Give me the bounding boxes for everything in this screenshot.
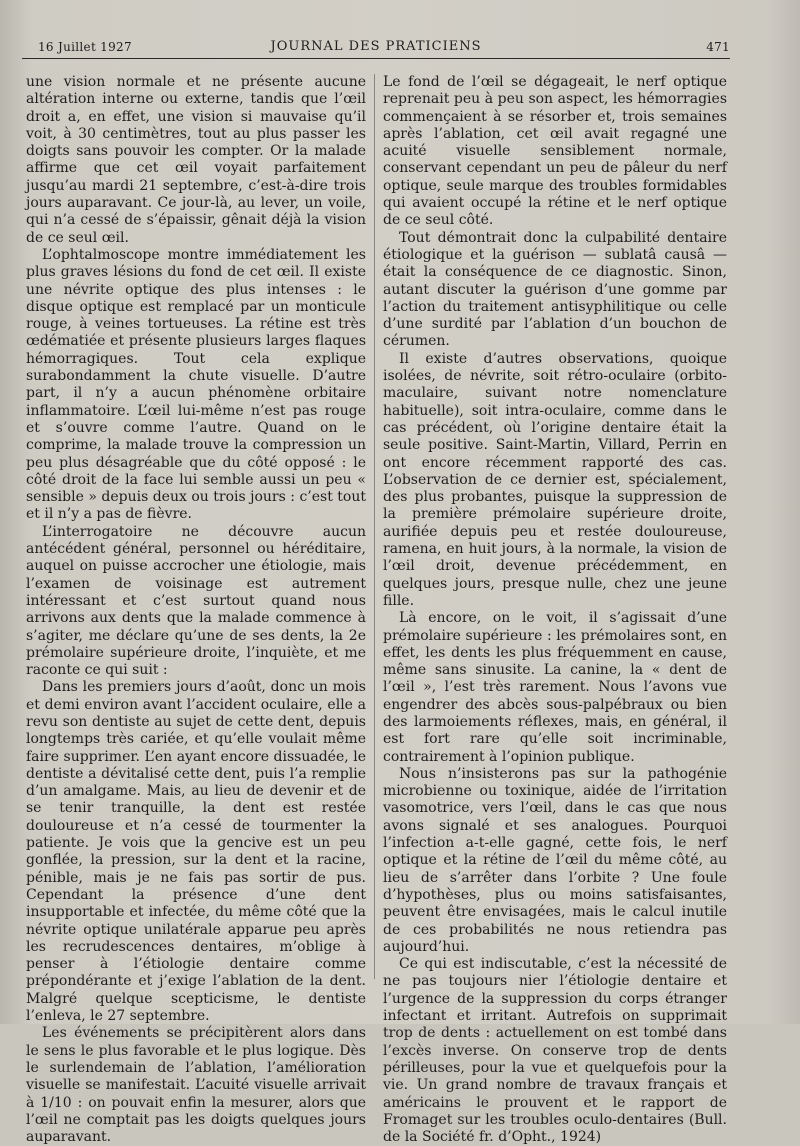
left-column xyxy=(26,74,366,1146)
right-paragraph-5: Nous n’insisterons pas sur la pathogénie microbienne ou toxinique, aidée de l’irritation vasomotrice, vers l’œil, dans le cas que nous avons signalé et ses analogues. Pourquoi l’infection a-t-elle gagné, cette fois, le nerf optique et la rétine de l’œil du même côté, au lieu de s’arrêter dans l’orbite ? Une foule d’hypothèses, plus ou moins satisfaisantes, peuvent être envisagées, mais le calcul inutile de ces probabilités ne nous retiendra pas aujourd’hui. xyxy=(383,765,727,955)
right-paragraph-4: Là encore, on le voit, il s’agissait d’une prémolaire supérieure : les prémolaires sont, en effet, les dents les plus fréquemment en cause, même sans sinusite. La canine, la « dent de l’œil », l’est très rarement. Nous l’avons vue engendrer des abcès sous-palpébraux ou bien des larmoiements réflexes, mais, en général, il est fort rare qu’elle soit incriminable, contrairement à l’opinion publique. xyxy=(383,610,727,765)
column-divider xyxy=(374,74,375,979)
left-paragraph-5: Les événements se précipitèrent alors dans le sens le plus favorable et le plus logique. Dès le surlendemain de l’ablation, l’amélioration visuelle se manifestait. L’acuité visuelle arrivait à 1/10 : on pouvait enfin la mesurer, alors que l’œil ne comptait pas les doigts quelques jours auparavant. xyxy=(26,1025,366,1146)
left-paragraph-3: L’interrogatoire ne découvre aucun antécédent général, personnel ou héréditaire, auquel on puisse accrocher une étiologie, mais l’examen de voisinage est autrement intéressant et c’est surtout quand nous arrivons aux dents que la malade commence à s’agiter, me déclare qu’une de ses dents, la 2e prémolaire supérieure droite, l’inquiète, et me raconte ce qui suit : xyxy=(26,523,366,679)
right-paragraph-1: Le fond de l’œil se dégageait, le nerf optique reprenait peu à peu son aspect, les hémorragies commençaient à se résorber et, trois semaines après l’ablation, cet œil avait regagné une acuité visuelle sensiblement normale, conservant cependant un peu de pâleur du nerf optique, seule marque des troubles formidables qui avaient occupé la rétine et le nerf optique de ce seul côté. xyxy=(383,74,727,229)
header-date: 16 Juillet 1927 xyxy=(38,40,132,54)
left-paragraph-2: L’ophtalmoscope montre immédiatement les plus graves lésions du fond de cet œil. Il existe une névrite optique des plus intenses : le disque optique est remplacé par un monticule rouge, à veines tortueuses. La rétine est très œdématiée et présente plusieurs larges flaques hémorragiques. Tout cela explique surabondamment la chute visuelle. D’autre part, il n’y a aucun phénomène orbitaire inflammatoire. L’œil lui-même n’est pas rouge et s’ouvre comme l’autre. Quand on le comprime, la malade trouve la compression un peu plus désagréable que du côté opposé : le côté droit de la face lui semble aussi un peu « sensible » depuis deux ou trois jours : c’est tout et il n’y a pas de fièvre. xyxy=(26,246,366,523)
left-paragraph-1: une vision normale et ne présente aucune altération interne ou externe, tandis que l’œil droit a, en effet, une vision si mauvaise qu’il voit, à 30 centimètres, tout au plus passer les doigts sans pouvoir les compter. Or la malade affirme que cet œil voyait parfaitement jusqu’au mardi 21 septembre, c’est-à-dire trois jours auparavant. Ce jour-là, au lever, un voile, qui n’a cessé de s’épaissir, gênait déjà la vision de ce seul œil. xyxy=(26,74,366,246)
right-column xyxy=(383,74,727,1146)
left-paragraph-4: Dans les premiers jours d’août, donc un mois et demi environ avant l’accident oculaire, elle a revu son dentiste au sujet de cette dent, depuis longtemps très cariée, et qu’elle voulait même faire supprimer. L’en ayant encore dissuadée, le dentiste a dévitalisé cette dent, puis l’a remplie d’un amalgame. Mais, au lieu de devenir et de se tenir tranquille, la dent est restée douloureuse et n’a cessé de tourmenter la patiente. Je vois que la gencive est un peu gonflée, la pression, sur la dent et la racine, pénible, mais je ne fais pas sortir de pus. Cependant la présence d’une dent insupportable et infectée, du même côté que la névrite optique unilatérale apparue peu après les recrudescences dentaires, m’oblige à penser à l’étiologie dentaire comme prépondérante et j’exige l’ablation de la dent. Malgré quelque scepticisme, le dentiste l’enleva, le 27 septembre. xyxy=(26,679,366,1025)
right-paragraph-2: Tout démontrait donc la culpabilité dentaire étiologique et la guérison — sublatâ causâ — était la conséquence de ce diagnostic. Sinon, autant discuter la guérison d’une gomme par l’action du traitement antisyphilitique ou celle d’une surdité par l’ablation d’un bouchon de cérumen. xyxy=(383,229,727,350)
journal-title: JOURNAL DES PRATICIENS xyxy=(270,39,482,54)
page-number: 471 xyxy=(706,40,730,54)
running-header xyxy=(22,36,730,59)
right-paragraph-6: Ce qui est indiscutable, c’est la nécessité de ne pas toujours nier l’étiologie dentaire et l’urgence de la suppression du corps étranger infectant et irritant. Autrefois on supprimait trop de dents : actuellement on est tombé dans l’excès inverse. On conserve trop de dents périlleuses, pour la vue et quelquefois pour la vie. Un grand nombre de travaux français et américains le prouvent et le rapport de Fromaget sur les troubles oculo-dentaires (Bull. de la Société fr. d’Opht., 1924) xyxy=(383,956,727,1146)
right-paragraph-3: Il existe d’autres observations, quoique isolées, de névrite, soit rétro-oculaire (orbito-maculaire, suivant notre nomenclature habituelle), soit intra-oculaire, comme dans le cas précédent, où l’origine dentaire était la seule positive. Saint-Martin, Villard, Perrin en ont encore récemment rapporté des cas. L’observation de ce dernier est, spécialement, des plus probantes, puisque la suppression de la première prémolaire supérieure droite, aurifiée depuis peu et restée douloureuse, ramena, en huit jours, à la normale, la vision de l’œil droit, devenue précédemment, en quelques jours, presque nulle, chez une jeune fille. xyxy=(383,350,727,609)
